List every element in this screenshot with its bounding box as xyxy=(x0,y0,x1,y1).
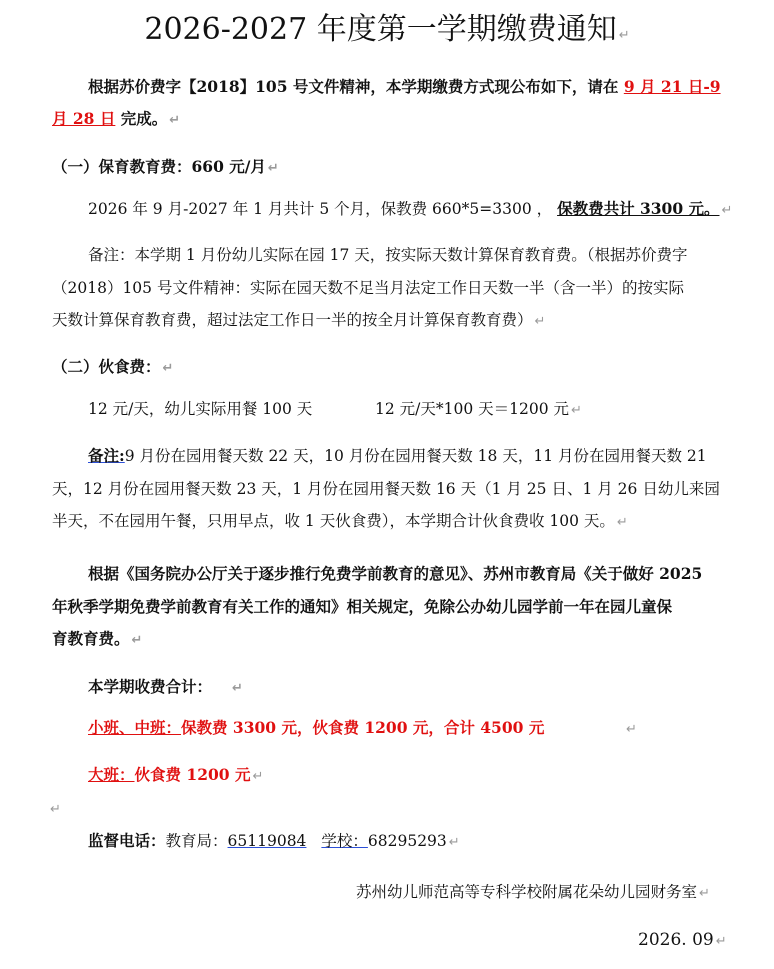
meal-note-text: 半天，不在园用午餐，只用早点，收 1 天伙食费），本学期合计伙食费收 100 天。 xyxy=(52,512,615,530)
summary-heading-text: 本学期收费合计： xyxy=(88,677,213,696)
paragraph-mark: ↵ xyxy=(232,681,243,696)
policy-text: 年秋季学期免费学前教育有关工作的通知》相关规定，免除公办幼儿园学前一年在园儿童保 xyxy=(52,597,673,616)
summary-heading xyxy=(88,677,243,699)
paragraph-mark: ↵ xyxy=(252,769,264,784)
paragraph-mark: ↵ xyxy=(534,314,546,329)
paragraph-mark: ↵ xyxy=(616,515,628,530)
bureau-label: 教育局： xyxy=(165,832,228,850)
big-class-fee-text: 伙食费 1200 元 xyxy=(134,765,251,784)
intro-line-1 xyxy=(88,77,721,97)
intro-date-end: 月 28 日 xyxy=(52,109,116,128)
intro-complete-text: 完成。 xyxy=(120,109,168,128)
summary-small-mid-mark xyxy=(624,718,637,740)
section1-heading-text: （一）保育教育费：660 元/月 xyxy=(52,157,266,176)
big-class-label: 大班： xyxy=(88,765,135,784)
signature-text: 苏州幼儿师范高等专科学校附属花朵幼儿园财务室 xyxy=(356,883,698,901)
paragraph-mark: ↵ xyxy=(448,835,460,850)
paragraph-mark: ↵ xyxy=(267,161,279,176)
section2-rate-left xyxy=(88,399,312,419)
intro-text: 根据苏价费字【2018】105 号文件精神，本学期缴费方式现公布如下，请在 xyxy=(88,77,619,96)
policy-line-3 xyxy=(52,629,142,651)
notice-date-text: 2026. 09 xyxy=(638,930,714,950)
meal-rate-text: 12 元/天，幼儿实际用餐 100 天 xyxy=(88,400,313,418)
notice-date xyxy=(638,930,727,952)
section1-note-text: 天数计算保育教育费，超过法定工作日一半的按全月计算保育教育费） xyxy=(52,311,533,329)
meal-total-text: 12 元/天*100 天＝1200 元 xyxy=(375,400,570,418)
notice-title-text: 2026-2027 年度第一学期缴费通知 xyxy=(144,12,617,47)
notice-title xyxy=(0,10,774,56)
policy-line-1 xyxy=(88,564,702,584)
section1-note-text: 备注：本学期 1 月份幼儿实际在园 17 天，按实际天数计算保育教育费。（根据苏价费字 xyxy=(88,246,688,264)
section1-detail xyxy=(88,199,732,221)
section1-total: 保教费共计 3300 元。 xyxy=(557,199,720,218)
section1-note-line-2 xyxy=(52,278,684,298)
small-mid-fee-text: 保教费 3300 元，伙食费 1200 元，合计 4500 元 xyxy=(181,718,545,737)
section1-note-text: （2018）105 号文件精神：实际在园天数不足当月法定工作日天数一半（含一半）的按实际 xyxy=(52,279,684,297)
paragraph-mark: ↵ xyxy=(618,28,630,43)
section1-detail-text: 2026 年 9 月-2027 年 1 月共计 5 个月，保教费 660*5=3300 ， xyxy=(88,200,553,218)
section2-heading xyxy=(52,357,173,379)
meal-note-label: 备注: xyxy=(88,446,125,465)
paragraph-mark: ↵ xyxy=(626,722,637,737)
section2-note-line-1 xyxy=(88,446,707,466)
section1-note-line-1 xyxy=(88,245,688,265)
small-mid-label: 小班、中班： xyxy=(88,718,182,737)
section2-rate-right xyxy=(375,399,582,421)
policy-text: 育教育费。 xyxy=(52,629,130,648)
section2-note-line-2 xyxy=(52,479,720,499)
paragraph-mark: ↵ xyxy=(169,113,181,128)
paragraph-mark: ↵ xyxy=(162,361,174,376)
paragraph-mark: ↵ xyxy=(571,403,582,418)
section1-note-line-3 xyxy=(52,310,545,332)
meal-note-text: 9 月份在园用餐天数 22 天，10 月份在园用餐天数 18 天，11 月份在园用餐天数 21 xyxy=(124,447,707,465)
paragraph-mark: ↵ xyxy=(721,203,733,218)
policy-text: 根据《国务院办公厅关于逐步推行免费学前教育的意见》、苏州市教育局《关于做好 2025 xyxy=(88,564,703,583)
intro-line-2 xyxy=(52,109,180,131)
school-phone: 68295293 xyxy=(367,832,447,850)
paragraph-mark: ↵ xyxy=(699,886,710,901)
paragraph-mark: ↵ xyxy=(50,802,61,817)
signature xyxy=(356,882,710,904)
summary-big xyxy=(88,765,263,787)
paragraph-mark: ↵ xyxy=(131,633,143,648)
policy-line-2 xyxy=(52,597,672,617)
section2-heading-text: （二）伙食费： xyxy=(52,357,161,376)
bureau-phone: 65119084 xyxy=(227,832,307,850)
meal-note-text: 天，12 月份在园用餐天数 23 天，1 月份在园用餐天数 16 天（1 月 25 日、1 月 26 日幼儿来园 xyxy=(52,480,720,498)
school-label: 学校： xyxy=(321,832,368,850)
hotline-line xyxy=(88,831,460,853)
summary-small-mid xyxy=(88,718,544,738)
intro-date-start: 9 月 21 日-9 xyxy=(623,77,721,96)
paragraph-mark: ↵ xyxy=(715,934,727,949)
hotline-label: 监督电话： xyxy=(88,831,166,850)
section2-note-line-3 xyxy=(52,511,628,533)
section1-heading xyxy=(52,157,279,179)
empty-paragraph xyxy=(48,798,61,820)
